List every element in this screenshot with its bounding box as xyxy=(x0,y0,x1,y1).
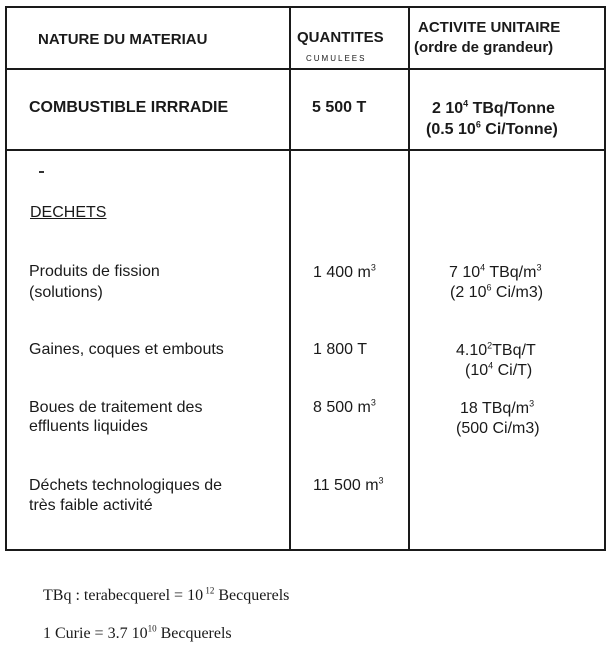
row-sludge-activity-2: (500 Ci/m3) xyxy=(456,420,540,437)
header-activity-line2: (ordre de grandeur) xyxy=(414,39,554,56)
row-techwaste-quantity: 11 500 $m^3$ xyxy=(313,475,384,494)
fuel-label: COMBUSTIBLE IRRRADIE xyxy=(29,99,229,116)
row-cladding-label: Gaines, coques et embouts xyxy=(29,341,224,358)
fuel-quantity: 5 500 T xyxy=(312,99,367,116)
stray-mark xyxy=(39,171,44,173)
waste-heading: DECHETS xyxy=(30,204,107,221)
row-techwaste-label-2: très faible activité xyxy=(29,497,153,514)
row-sludge-quantity: 8 500 $m^3$ xyxy=(313,397,376,416)
column-divider-1 xyxy=(289,6,291,549)
row-cladding-quantity: 1 800 T xyxy=(313,341,367,358)
row-cladding-activity-1: 4.10$^2$TBq/T xyxy=(456,340,536,359)
header-quantities: QUANTITES xyxy=(297,29,384,46)
row-sludge-label-2: effluents liquides xyxy=(29,418,148,435)
row-fission-label-1: Produits de fission xyxy=(29,263,160,280)
fuel-row-rule xyxy=(5,149,604,151)
row-fission-label-2: (solutions) xyxy=(29,284,103,301)
column-divider-2 xyxy=(408,6,410,549)
header-material: NATURE DU MATERIAU xyxy=(38,31,208,48)
row-fission-activity-1: 7 $10^4$ TBq/$m^3$ xyxy=(449,262,542,281)
row-fission-quantity: 1 400 $m^3$ xyxy=(313,262,376,281)
fuel-activity-b: (0.5 $10^6$ Ci/Tonne) xyxy=(426,119,558,138)
header-rule xyxy=(5,68,604,70)
row-techwaste-label-1: Déchets technologiques de xyxy=(29,477,223,494)
footnote-terabecquerel: TBq : terabecquerel = 10 $^{12}$ Becquerels xyxy=(43,585,290,604)
header-quantities-sub: CUMULEES xyxy=(306,54,367,63)
row-sludge-activity-1: 18 TBq/$m^3$ xyxy=(460,398,535,417)
header-activity-line1: ACTIVITE UNITAIRE xyxy=(418,19,561,36)
footnote-curie: 1 Curie = 3.7 $10^{10}$ Becquerels xyxy=(43,623,232,642)
row-fission-activity-2: (2 $10^6$ Ci/m3) xyxy=(450,282,544,301)
row-sludge-label-1: Boues de traitement des xyxy=(29,399,203,416)
row-cladding-activity-2: ($10^4$ Ci/T) xyxy=(465,360,533,379)
fuel-activity-a: 2 $10^4$ TBq/Tonne xyxy=(432,98,555,117)
